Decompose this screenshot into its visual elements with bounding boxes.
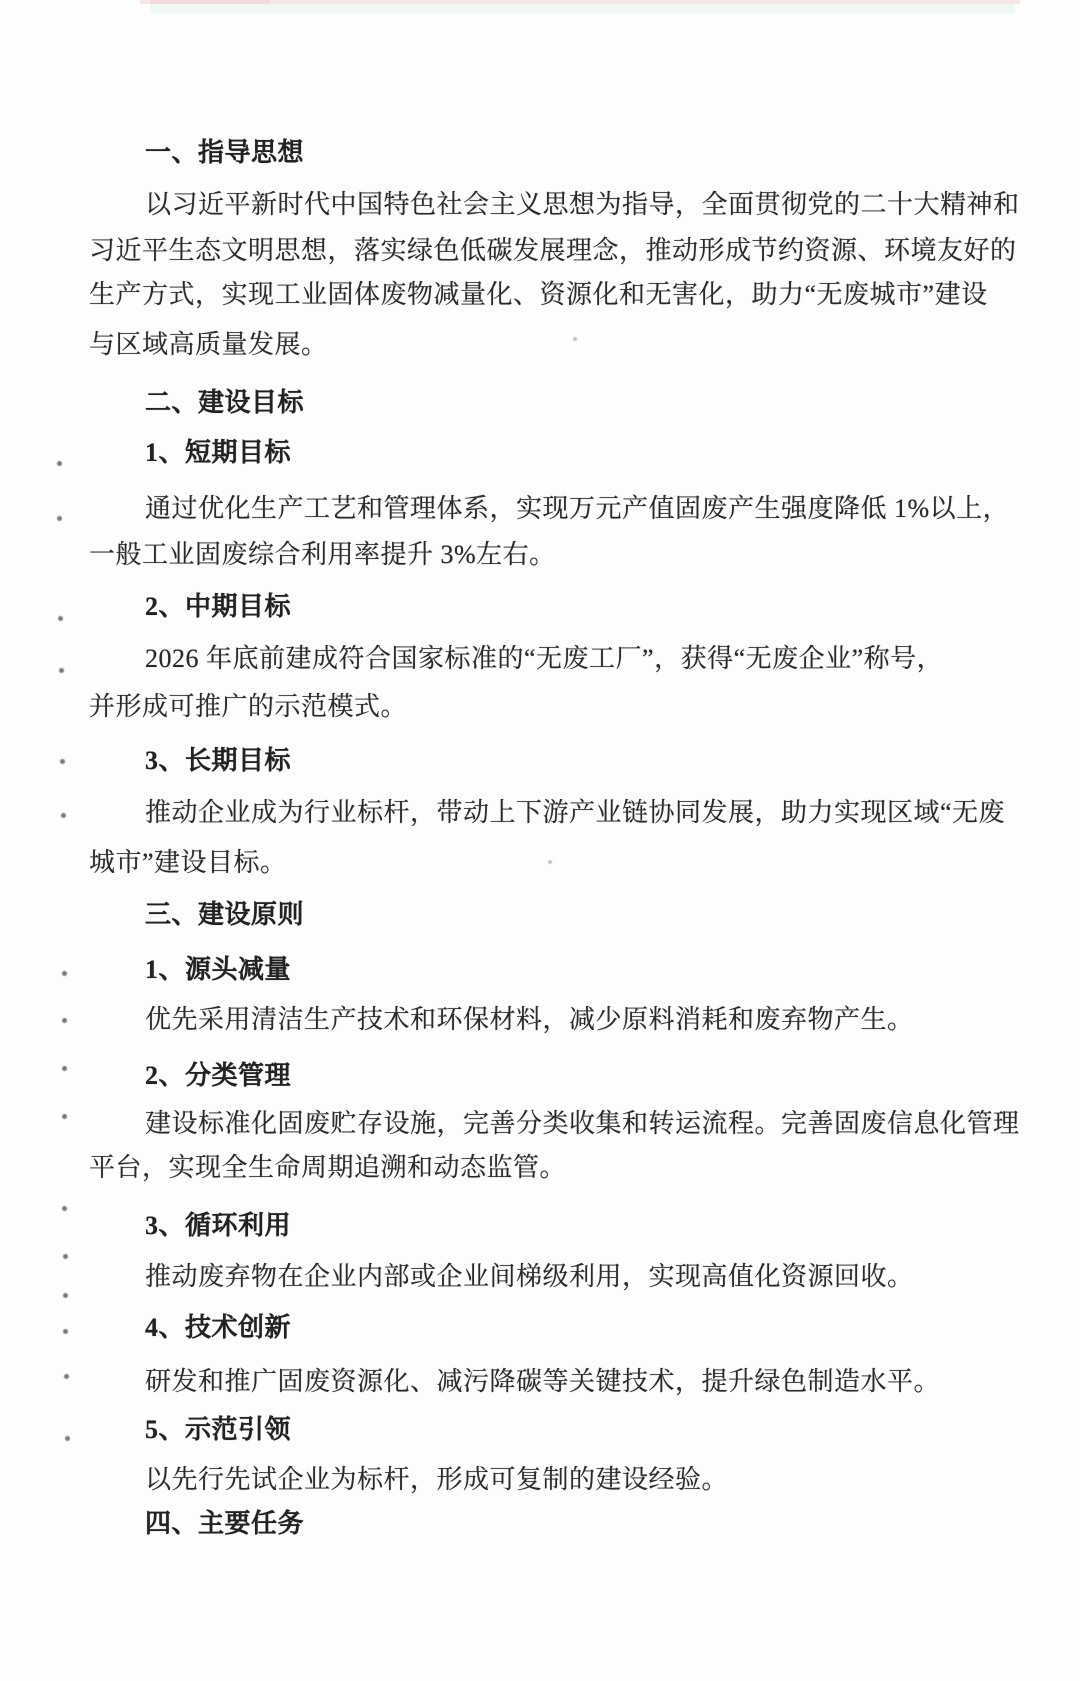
scan-speckle [62, 971, 67, 976]
section-heading: 三、建设原则 [145, 900, 305, 929]
scan-speckle [62, 1066, 67, 1071]
subsection-heading: 2、中期目标 [145, 592, 292, 621]
text-line: 通过优化生产工艺和管理体系，实现万元产值固废产生强度降低 1%以上， [145, 494, 1010, 523]
scan-speckle [64, 1374, 69, 1379]
text-line: 研发和推广固废资源化、减污降碳等关键技术，提升绿色制造水平。 [145, 1367, 941, 1396]
text-line: 与区域高质量发展。 [89, 330, 328, 359]
scan-speckle [61, 813, 66, 818]
scan-speckle [57, 516, 62, 521]
scan-speckle [548, 860, 552, 864]
scan-edge-artifact [150, 4, 1015, 14]
scan-speckle [62, 1114, 67, 1119]
text-line: 建设标准化固废贮存设施，完善分类收集和转运流程。完善固废信息化管理 [145, 1109, 1020, 1138]
subsection-heading: 2、分类管理 [145, 1061, 292, 1090]
section-heading: 一、指导思想 [145, 138, 305, 167]
subsection-heading: 3、循环利用 [145, 1211, 292, 1240]
text-line: 推动废弃物在企业内部或企业间梯级利用，实现高值化资源回收。 [145, 1262, 914, 1291]
scan-speckle [63, 1293, 68, 1298]
text-line: 并形成可推广的示范模式。 [89, 692, 408, 721]
scan-speckle [62, 1018, 67, 1023]
text-line: 优先采用清洁生产技术和环保材料，减少原料消耗和废弃物产生。 [145, 1005, 914, 1034]
scan-speckle [58, 616, 63, 621]
subsection-heading: 4、技术创新 [145, 1313, 292, 1342]
subsection-heading: 1、源头减量 [145, 955, 292, 984]
text-line: 城市”建设目标。 [89, 848, 287, 877]
scan-speckle [573, 337, 577, 341]
scan-speckle [59, 668, 64, 673]
scan-speckle [63, 1329, 68, 1334]
scan-speckle [60, 759, 65, 764]
text-line: 以习近平新时代中国特色社会主义思想为指导，全面贯彻党的二十大精神和 [145, 190, 1020, 219]
text-line: 习近平生态文明思想，落实绿色低碳发展理念，推动形成节约资源、环境友好的 [89, 236, 1017, 265]
text-line: 一般工业固废综合利用率提升 3%左右。 [89, 540, 556, 569]
text-line: 2026 年底前建成符合国家标准的“无废工厂”，获得“无废企业”称号， [145, 644, 944, 673]
text-line: 平台，实现全生命周期追溯和动态监管。 [89, 1153, 567, 1182]
scan-speckle [65, 1436, 70, 1441]
scan-speckle [62, 1206, 67, 1211]
text-line: 生产方式，实现工业固体废物减量化、资源化和无害化，助力“无废城市”建设 [89, 280, 988, 309]
scan-speckle [57, 461, 62, 466]
subsection-heading: 3、长期目标 [145, 746, 292, 775]
text-line: 推动企业成为行业标杆，带动上下游产业链协同发展，助力实现区域“无废 [145, 798, 1006, 827]
scan-speckle [63, 1254, 68, 1259]
subsection-heading: 5、示范引领 [145, 1415, 292, 1444]
subsection-heading: 1、短期目标 [145, 438, 292, 467]
text-line: 以先行先试企业为标杆，形成可复制的建设经验。 [145, 1465, 729, 1494]
section-heading: 四、主要任务 [145, 1509, 305, 1538]
section-heading: 二、建设目标 [145, 388, 305, 417]
